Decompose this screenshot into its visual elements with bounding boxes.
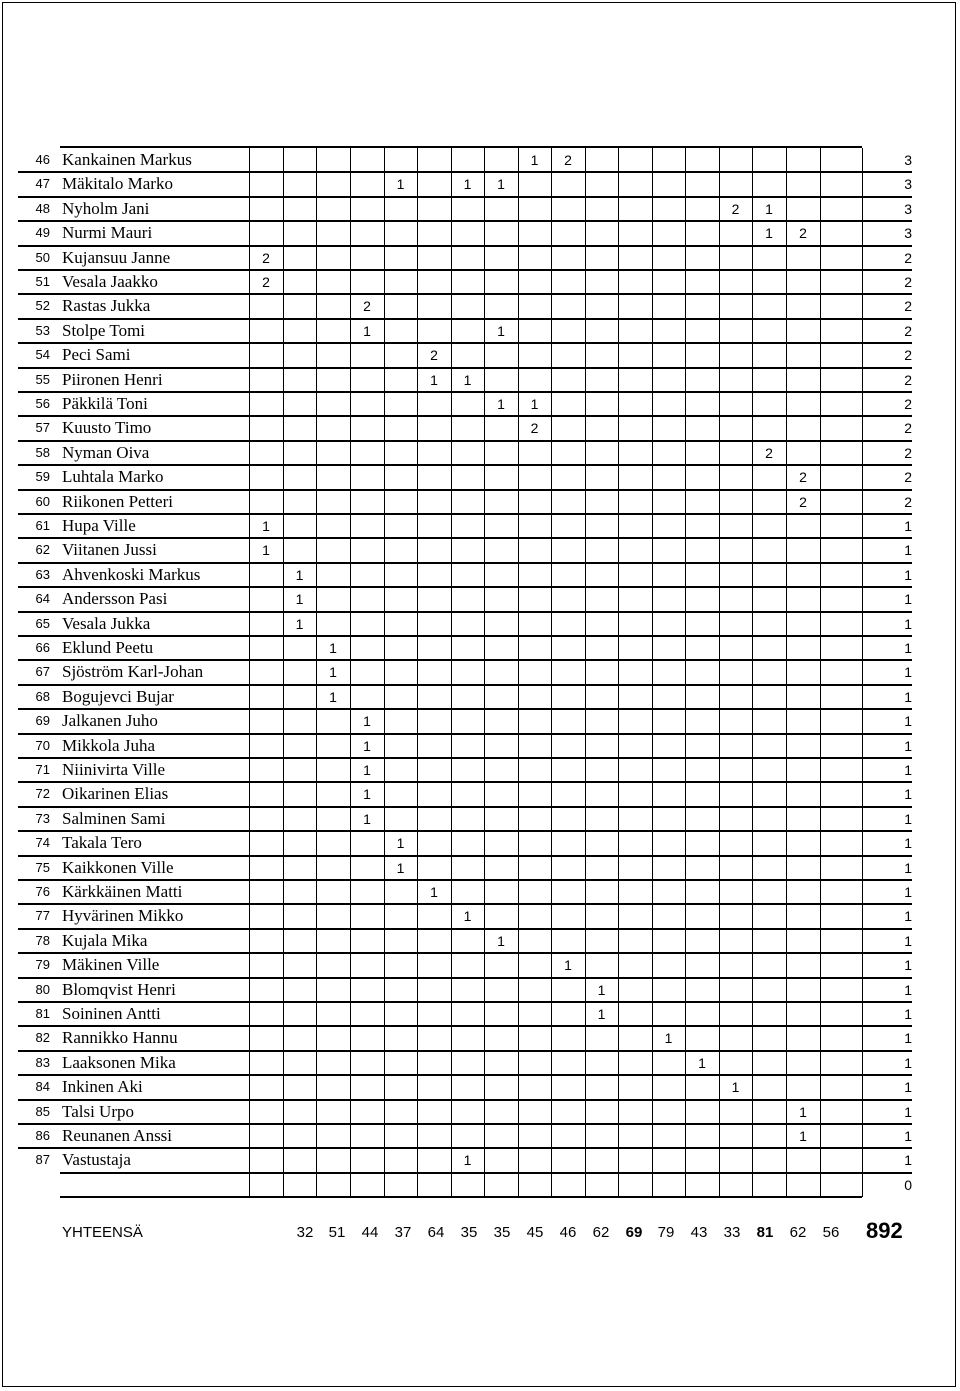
score-cell: 1 xyxy=(463,371,472,388)
player-name: Soininen Antti xyxy=(62,1004,161,1023)
table-row xyxy=(0,148,960,172)
score-cell: 1 xyxy=(564,957,572,974)
table-row xyxy=(0,660,960,684)
table-row xyxy=(0,172,960,196)
score-cell: 1 xyxy=(530,152,539,168)
table-row xyxy=(0,856,960,880)
row-total: 1 xyxy=(904,566,912,583)
player-name: Päkkilä Toni xyxy=(62,394,148,413)
row-number: 51 xyxy=(35,274,50,289)
score-cell: 2 xyxy=(262,249,270,266)
row-total: 1 xyxy=(904,1128,912,1144)
table-row xyxy=(0,880,960,904)
row-number: 61 xyxy=(35,518,50,533)
table-row xyxy=(0,1148,960,1172)
row-number: 76 xyxy=(35,884,50,899)
score-cell: 1 xyxy=(396,835,405,852)
player-name: Riikonen Petteri xyxy=(62,491,173,511)
table-row xyxy=(0,1051,960,1075)
score-cell: 1 xyxy=(363,322,371,339)
summary-value: 37 xyxy=(394,1224,412,1241)
player-name: Inkinen Aki xyxy=(62,1077,143,1097)
row-number: 70 xyxy=(35,737,50,753)
table-row xyxy=(0,392,960,416)
score-cell: 1 xyxy=(363,810,371,827)
score-cell: 2 xyxy=(799,469,807,486)
player-name: Hyvärinen Mikko xyxy=(62,906,184,926)
row-total: 2 xyxy=(904,298,912,315)
player-name: Nyholm Jani xyxy=(62,198,150,218)
row-total: 1 xyxy=(904,737,912,754)
row-number: 47 xyxy=(35,176,50,192)
score-cell: 1 xyxy=(463,908,472,925)
table-row xyxy=(0,1100,960,1124)
player-name: Salminen Sami xyxy=(62,808,166,828)
score-cell: 1 xyxy=(363,762,371,778)
player-name: Viitanen Jussi xyxy=(62,540,157,560)
player-name: Peci Sami xyxy=(62,345,131,365)
row-number: 74 xyxy=(35,835,50,851)
row-total: 1 xyxy=(904,859,912,876)
row-total: 3 xyxy=(904,176,912,193)
row-number: 79 xyxy=(35,957,50,973)
score-cell: 1 xyxy=(799,1128,807,1144)
player-name: Andersson Pasi xyxy=(62,589,168,609)
score-cell: 2 xyxy=(530,420,539,437)
player-name: Laaksonen Mika xyxy=(62,1052,176,1072)
row-number: 84 xyxy=(35,1079,50,1095)
summary-value: 45 xyxy=(526,1224,544,1241)
score-cell: 1 xyxy=(430,371,438,388)
summary-value: 44 xyxy=(361,1224,379,1241)
score-cell: 2 xyxy=(799,225,807,242)
player-name: Oikarinen Elias xyxy=(62,784,169,804)
table-row xyxy=(0,563,960,587)
table-row xyxy=(0,246,960,270)
score-cell: 1 xyxy=(262,542,270,559)
score-cell: 1 xyxy=(295,591,304,608)
score-cell: 1 xyxy=(664,1030,673,1047)
grand-total: 892 xyxy=(866,1218,903,1243)
row-number: 66 xyxy=(35,640,50,655)
table-row xyxy=(0,685,960,709)
row-number: 82 xyxy=(35,1030,50,1046)
summary-value: 62 xyxy=(789,1224,807,1241)
row-total: 1 xyxy=(904,615,912,632)
row-total: 2 xyxy=(904,493,912,510)
table-row xyxy=(0,343,960,367)
score-cell: 1 xyxy=(396,176,405,193)
table-row xyxy=(0,734,960,758)
row-total: 1 xyxy=(904,835,912,852)
score-cell: 1 xyxy=(463,1152,472,1169)
score-cell: 2 xyxy=(262,274,270,290)
row-number: 67 xyxy=(35,664,50,680)
player-name: Mäkinen Ville xyxy=(62,955,160,975)
table-row xyxy=(0,709,960,733)
row-number: 46 xyxy=(35,152,50,167)
row-number: 86 xyxy=(35,1128,50,1143)
row-number: 77 xyxy=(35,908,50,924)
player-name: Mäkitalo Marko xyxy=(62,174,173,194)
row-number: 83 xyxy=(35,1054,50,1070)
table-row xyxy=(0,1124,960,1148)
row-total: 1 xyxy=(904,688,912,705)
player-name: Sjöström Karl-Johan xyxy=(62,662,204,682)
row-total: 3 xyxy=(904,225,912,242)
player-name: Vesala Jukka xyxy=(62,613,151,633)
score-cell: 1 xyxy=(295,615,304,632)
player-name: Bogujevci Bujar xyxy=(62,686,174,706)
table-row xyxy=(0,294,960,318)
player-name: Kaikkonen Ville xyxy=(62,857,174,877)
player-name: Hupa Ville xyxy=(62,516,136,535)
table-row xyxy=(0,197,960,221)
player-name: Rastas Jukka xyxy=(62,296,151,316)
score-cell: 1 xyxy=(497,932,505,949)
row-number: 69 xyxy=(35,713,50,729)
table-row xyxy=(0,758,960,782)
table-row xyxy=(0,1173,960,1197)
row-number: 68 xyxy=(35,688,50,704)
score-cell: 1 xyxy=(698,1054,706,1071)
summary-value: 64 xyxy=(427,1224,445,1241)
score-cell: 1 xyxy=(430,884,438,900)
table-row xyxy=(0,319,960,343)
score-cell: 1 xyxy=(295,566,304,583)
row-total: 2 xyxy=(904,249,912,266)
score-cell: 1 xyxy=(329,640,337,656)
table-row xyxy=(0,807,960,831)
score-cell: 2 xyxy=(765,444,773,461)
row-number: 64 xyxy=(35,591,50,607)
summary-value: 69 xyxy=(625,1224,643,1241)
row-total: 1 xyxy=(904,1103,912,1120)
row-number: 78 xyxy=(35,932,50,948)
summary-value: 62 xyxy=(592,1224,610,1241)
table-row xyxy=(0,782,960,806)
score-cell: 1 xyxy=(497,396,505,412)
row-total: 1 xyxy=(904,884,912,900)
row-number: 55 xyxy=(35,371,50,387)
row-total: 1 xyxy=(904,908,912,925)
summary-value: 81 xyxy=(756,1224,774,1241)
player-name: Jalkanen Juho xyxy=(62,711,158,731)
summary-value: 35 xyxy=(493,1224,511,1241)
player-name: Kujala Mika xyxy=(62,930,148,950)
score-cell: 1 xyxy=(597,1006,606,1022)
score-cell: 1 xyxy=(262,518,270,534)
row-number: 54 xyxy=(35,347,50,363)
player-name: Takala Tero xyxy=(62,833,142,853)
row-total: 1 xyxy=(904,591,912,608)
table-row xyxy=(0,538,960,562)
score-cell: 1 xyxy=(799,1103,807,1120)
player-name: Piironen Henri xyxy=(62,369,163,389)
row-total: 2 xyxy=(904,420,912,437)
table-row xyxy=(0,441,960,465)
score-cell: 1 xyxy=(329,664,337,681)
table-row xyxy=(0,953,960,977)
row-total: 1 xyxy=(904,640,912,656)
table-row xyxy=(0,270,960,294)
table-row xyxy=(0,612,960,636)
table-row xyxy=(0,368,960,392)
summary-value: 43 xyxy=(690,1224,708,1241)
row-total: 2 xyxy=(904,274,912,290)
row-number: 71 xyxy=(35,762,50,777)
table-row xyxy=(0,904,960,928)
row-total: 2 xyxy=(904,396,912,412)
table-row xyxy=(0,221,960,245)
row-number: 60 xyxy=(35,493,50,509)
score-cell: 1 xyxy=(363,737,371,754)
summary-value: 56 xyxy=(822,1224,840,1241)
row-total: 1 xyxy=(904,1054,912,1071)
row-number: 87 xyxy=(35,1152,50,1168)
score-cell: 1 xyxy=(363,713,371,730)
table-row xyxy=(0,416,960,440)
player-name: Nyman Oiva xyxy=(62,442,150,462)
score-cell: 1 xyxy=(765,225,773,242)
row-number: 52 xyxy=(35,298,50,314)
player-name: Reunanen Anssi xyxy=(62,1126,173,1145)
row-total: 2 xyxy=(904,469,912,486)
score-cell: 1 xyxy=(530,396,539,412)
player-name: Blomqvist Henri xyxy=(62,979,176,999)
player-name: Vastustaja xyxy=(62,1150,131,1170)
score-cell: 2 xyxy=(363,298,371,315)
row-border xyxy=(60,1196,862,1198)
player-name: Kujansuu Janne xyxy=(62,247,171,267)
score-cell: 1 xyxy=(597,981,606,998)
row-total: 2 xyxy=(904,371,912,388)
row-number: 80 xyxy=(35,981,50,997)
row-total: 1 xyxy=(904,762,912,778)
score-cell: 1 xyxy=(731,1079,740,1096)
player-name: Nurmi Mauri xyxy=(62,223,153,243)
summary-value: 46 xyxy=(559,1224,577,1241)
score-cell: 2 xyxy=(430,347,438,364)
player-name: Ahvenkoski Markus xyxy=(62,564,201,584)
table-row xyxy=(0,587,960,611)
table-row xyxy=(0,1075,960,1099)
row-number: 50 xyxy=(35,249,50,265)
score-cell: 1 xyxy=(329,688,337,705)
summary-value: 32 xyxy=(296,1224,314,1241)
row-total: 1 xyxy=(904,1152,912,1169)
row-number: 85 xyxy=(35,1103,50,1119)
row-number: 49 xyxy=(35,225,50,241)
player-name: Kärkkäinen Matti xyxy=(62,882,183,901)
row-total: 1 xyxy=(904,810,912,827)
table-row xyxy=(0,514,960,538)
row-number: 57 xyxy=(35,420,50,436)
score-cell: 2 xyxy=(799,493,807,510)
row-total: 1 xyxy=(904,542,912,559)
table-row xyxy=(0,978,960,1002)
row-number: 58 xyxy=(35,444,50,460)
row-number: 56 xyxy=(35,396,50,411)
score-cell: 2 xyxy=(731,200,740,217)
row-total: 1 xyxy=(904,1006,912,1022)
score-cell: 1 xyxy=(463,176,472,193)
row-total: 1 xyxy=(904,1030,912,1047)
row-total: 1 xyxy=(904,786,912,803)
player-name: Luhtala Marko xyxy=(62,467,164,487)
row-total: 1 xyxy=(904,1079,912,1096)
score-cell: 1 xyxy=(765,200,773,217)
summary-value: 79 xyxy=(657,1224,675,1241)
table-row xyxy=(0,831,960,855)
player-name: Kuusto Timo xyxy=(62,418,152,438)
row-total: 3 xyxy=(904,200,912,217)
row-total: 2 xyxy=(904,322,912,339)
row-total: 2 xyxy=(904,347,912,364)
row-number: 72 xyxy=(35,786,50,802)
player-name: Talsi Urpo xyxy=(62,1101,134,1121)
row-number: 59 xyxy=(35,469,50,485)
player-name: Eklund Peetu xyxy=(62,638,154,657)
row-number: 63 xyxy=(35,566,50,582)
score-cell: 1 xyxy=(396,859,405,876)
table-row xyxy=(0,490,960,514)
row-total: 2 xyxy=(904,444,912,461)
summary-value: 33 xyxy=(723,1224,741,1241)
row-number: 75 xyxy=(35,859,50,875)
table-row xyxy=(0,1026,960,1050)
table-row xyxy=(0,465,960,489)
row-number: 81 xyxy=(35,1006,50,1021)
player-name: Kankainen Markus xyxy=(62,150,192,169)
row-total: 1 xyxy=(904,932,912,949)
player-name: Mikkola Juha xyxy=(62,735,156,755)
summary-value: 35 xyxy=(460,1224,478,1241)
row-total: 0 xyxy=(904,1176,912,1193)
table-row xyxy=(0,929,960,953)
table-row xyxy=(0,636,960,660)
score-cell: 2 xyxy=(564,152,572,168)
row-number: 48 xyxy=(35,200,50,216)
row-total: 1 xyxy=(904,518,912,534)
row-number: 53 xyxy=(35,322,50,338)
row-number: 73 xyxy=(35,810,50,826)
player-name: Niinivirta Ville xyxy=(62,760,166,779)
player-name: Rannikko Hannu xyxy=(62,1028,178,1048)
row-total: 1 xyxy=(904,981,912,998)
row-total: 1 xyxy=(904,957,912,974)
summary-label: YHTEENSÄ xyxy=(62,1224,143,1241)
summary-value: 51 xyxy=(328,1224,346,1241)
score-cell: 1 xyxy=(497,322,505,339)
table-row xyxy=(0,1002,960,1026)
player-name: Vesala Jaakko xyxy=(62,272,158,291)
player-name: Stolpe Tomi xyxy=(62,320,146,340)
row-total: 1 xyxy=(904,664,912,681)
row-number: 65 xyxy=(35,615,50,631)
row-total: 1 xyxy=(904,713,912,730)
score-cell: 1 xyxy=(363,786,371,803)
row-number: 62 xyxy=(35,542,50,558)
score-cell: 1 xyxy=(497,176,505,193)
row-total: 3 xyxy=(904,152,912,168)
